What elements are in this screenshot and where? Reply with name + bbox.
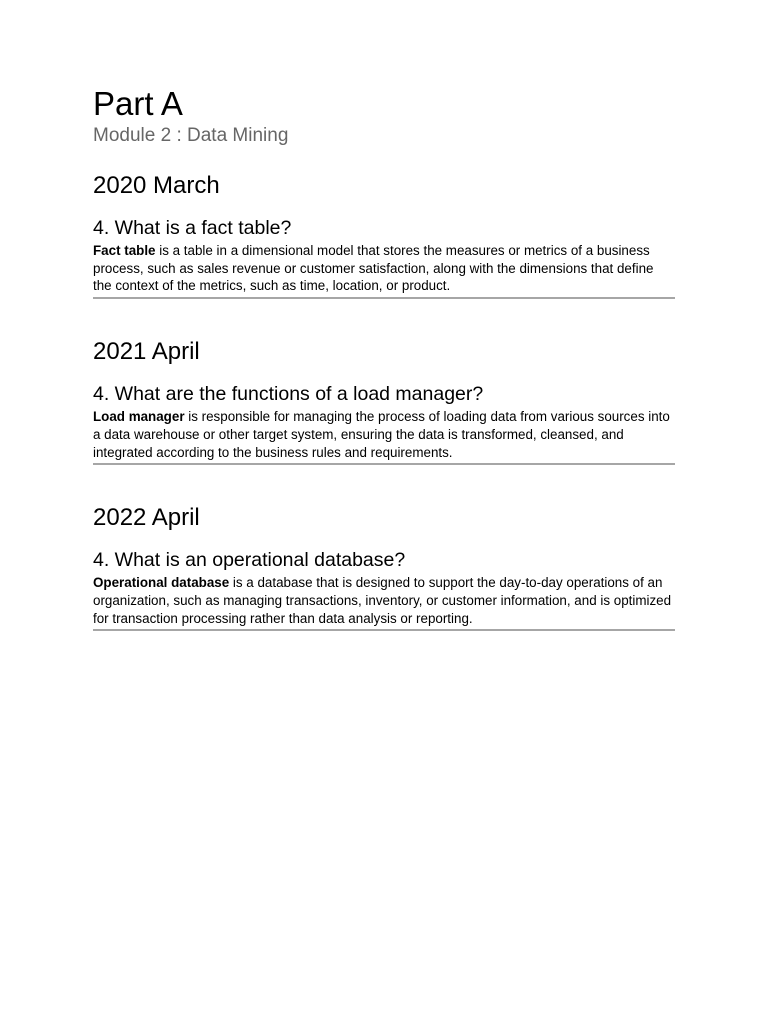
section-question: 4. What is a fact table?	[93, 217, 292, 239]
section-2020-march	[93, 171, 675, 299]
page-subtitle: Module 2 : Data Mining	[93, 125, 289, 146]
document-page	[93, 84, 675, 631]
answer-term: Operational database	[93, 575, 230, 591]
answer-text: is a table in a dimensional model that stores the measures or metrics of a business process, such as sales revenue or customer satisfaction, along with the dimensions that define the context of the metrics, such as time, location, or product.	[93, 243, 654, 294]
section-question: 4. What is an operational database?	[93, 549, 406, 572]
section-divider	[93, 297, 675, 299]
section-divider	[93, 629, 675, 631]
page-title: Part A	[93, 85, 183, 122]
section-year: 2021 April	[93, 338, 200, 366]
section-year: 2022 April	[93, 504, 200, 532]
answer-term: Load manager	[93, 409, 185, 425]
section-answer	[93, 242, 675, 295]
answer-text: is a database that is designed to support the day-to-day operations of an organization, such as managing transactions, inventory, or customer information, and is optimized for transaction processing rather than data analysis or reporting.	[93, 575, 672, 626]
section-divider	[93, 463, 675, 465]
section-answer	[93, 408, 675, 461]
section-year: 2020 March	[93, 172, 220, 199]
section-answer	[93, 574, 675, 627]
section-2021-april	[93, 337, 675, 465]
answer-term: Fact table	[93, 243, 156, 258]
answer-text: is responsible for managing the process of loading data from various sources into a data warehouse or other target system, ensuring the data is transformed, cleansed, and integrated according to the business rules and requirements.	[93, 409, 670, 460]
section-question: 4. What are the functions of a load manager?	[93, 383, 484, 406]
section-2022-april	[93, 503, 675, 631]
